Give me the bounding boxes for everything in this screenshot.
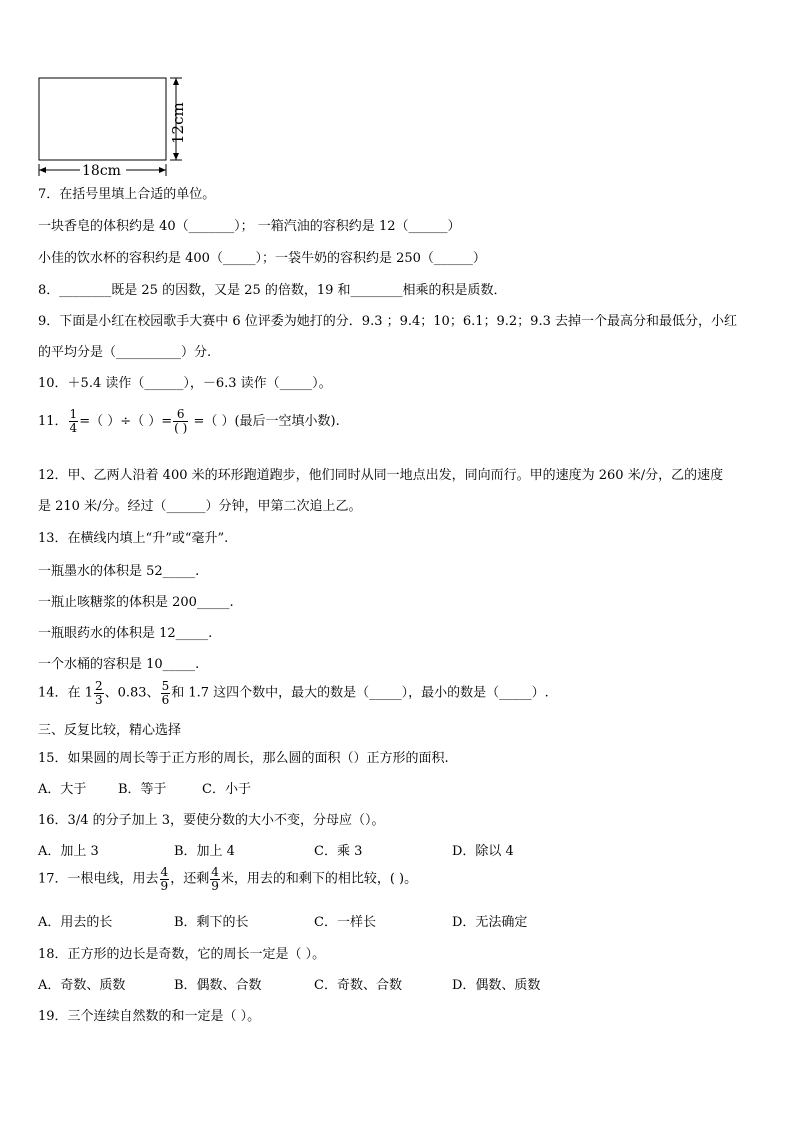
q16-option-d[interactable]: D．除以 4 — [452, 844, 514, 859]
q13-item-4: 一个水桶的容积是 10_____. — [38, 657, 200, 672]
q16-option-c[interactable]: C．乘 3 — [314, 844, 363, 859]
q14-suffix: 和 1.7 这四个数中，最大的数是（_____），最小的数是（_____）. — [171, 685, 549, 701]
q17-fraction-1: $\frac{4}{9}$ — [160, 865, 169, 893]
width-label: 18cm — [82, 163, 121, 179]
q11-fraction-1: $\frac{1}{4}$ — [69, 407, 78, 435]
q14-prefix: 14．在 — [38, 685, 85, 701]
q18-option-a[interactable]: A．奇数、质数 — [38, 978, 126, 993]
q17-option-a[interactable]: A．用去的长 — [38, 915, 113, 930]
q17-suffix: 米，用去的和剩下的相比较，( )。 — [220, 871, 418, 887]
q13-item-2: 一瓶止咳糖浆的体积是 200_____. — [38, 595, 234, 610]
q11 — [38, 408, 340, 435]
q9-line2: 的平均分是（__________）分. — [38, 345, 212, 360]
q11-middle: =（ ）÷（ ）= — [79, 414, 173, 429]
q17-option-b[interactable]: B．剩下的长 — [174, 915, 249, 930]
q14-sep: 、0.83、 — [104, 685, 160, 701]
q17-middle: ，还剩 — [170, 871, 210, 887]
q15-option-b[interactable]: B．等于 — [118, 782, 167, 797]
q18-option-b[interactable]: B．偶数、合数 — [174, 978, 262, 993]
q15-options — [38, 781, 251, 799]
rectangle-diagram — [30, 72, 190, 182]
q16-options — [38, 843, 514, 861]
q13-item-3: 一瓶眼药水的体积是 12_____. — [38, 626, 213, 641]
q9-line1: 9．下面是小红在校园歌手大赛中 6 位评委为她打的分．9.3 ；9.4；10；6.1；9.2；9.3 去掉一个最高分和最低分，小红 — [38, 314, 737, 329]
q18-options — [38, 977, 540, 995]
q7-line2: 小佳的饮水杯的容积约是 400（_____）；一袋牛奶的容积约是 250（______） — [38, 251, 486, 266]
q14-mixed-fraction: $\frac{2}{3}$ — [94, 679, 103, 707]
q10: 10．＋5.4 读作（______），－6.3 读作（_____）。 — [38, 376, 332, 391]
height-label: 12cm — [169, 102, 187, 144]
q14-mixed-whole: 1 — [84, 685, 93, 701]
q11-fraction-2: $\frac{6}{( )}$ — [174, 407, 188, 435]
q17-stem — [38, 866, 417, 893]
q17-option-d[interactable]: D．无法确定 — [452, 915, 528, 930]
q15-option-a[interactable]: A．大于 — [38, 782, 87, 797]
q14-fraction: $\frac{5}{6}$ — [161, 679, 170, 707]
q7-title: 7．在括号里填上合适的单位。 — [38, 187, 216, 202]
q17-prefix: 17．一根电线，用去 — [38, 871, 159, 887]
rectangle — [39, 78, 166, 160]
q11-prefix: 11． — [38, 414, 68, 429]
q17-fraction-2: $\frac{4}{9}$ — [211, 865, 219, 893]
q12-line2: 是 210 米/分。经过（______）分钟，甲第二次追上乙。 — [38, 499, 362, 514]
q15-stem: 15．如果圆的周长等于正方形的周长，那么圆的面积（）正方形的面积. — [38, 751, 449, 766]
q17-option-c[interactable]: C．一样长 — [314, 915, 376, 930]
q14 — [38, 680, 549, 707]
q18-stem: 18．正方形的边长是奇数，它的周长一定是（ ）。 — [38, 947, 326, 962]
q15-option-c[interactable]: C．小于 — [202, 782, 251, 797]
q13-item-1: 一瓶墨水的体积是 52_____. — [38, 564, 200, 579]
q18-option-d[interactable]: D．偶数、质数 — [452, 978, 541, 993]
q16-stem: 16．3/4 的分子加上 3，要使分数的大小不变，分母应（）。 — [38, 813, 385, 828]
q13-title: 13．在横线内填上“升”或“毫升”. — [38, 531, 229, 546]
q16-option-b[interactable]: B．加上 4 — [174, 844, 235, 859]
q12-line1: 12．甲、乙两人沿着 400 米的环形跑道跑步，他们同时从同一地点出发，同向而行。甲的速度为 260 米/分，乙的速度 — [38, 468, 724, 483]
q8: 8．________既是 25 的因数，又是 25 的倍数，19 和________相乘的积是质数． — [38, 283, 507, 298]
q7-line1: 一块香皂的体积约是 40（_______）； 一箱汽油的容积约是 12（______） — [38, 219, 461, 234]
q18-option-c[interactable]: C．奇数、合数 — [314, 978, 402, 993]
q16-option-a[interactable]: A．加上 3 — [38, 844, 99, 859]
q17-options — [38, 914, 527, 932]
section-3-heading: 三、反复比较，精心选择 — [38, 723, 182, 738]
q11-suffix: =（ ）(最后一空填小数). — [189, 414, 340, 429]
q19: 19．三个连续自然数的和一定是（ ）。 — [38, 1009, 261, 1024]
